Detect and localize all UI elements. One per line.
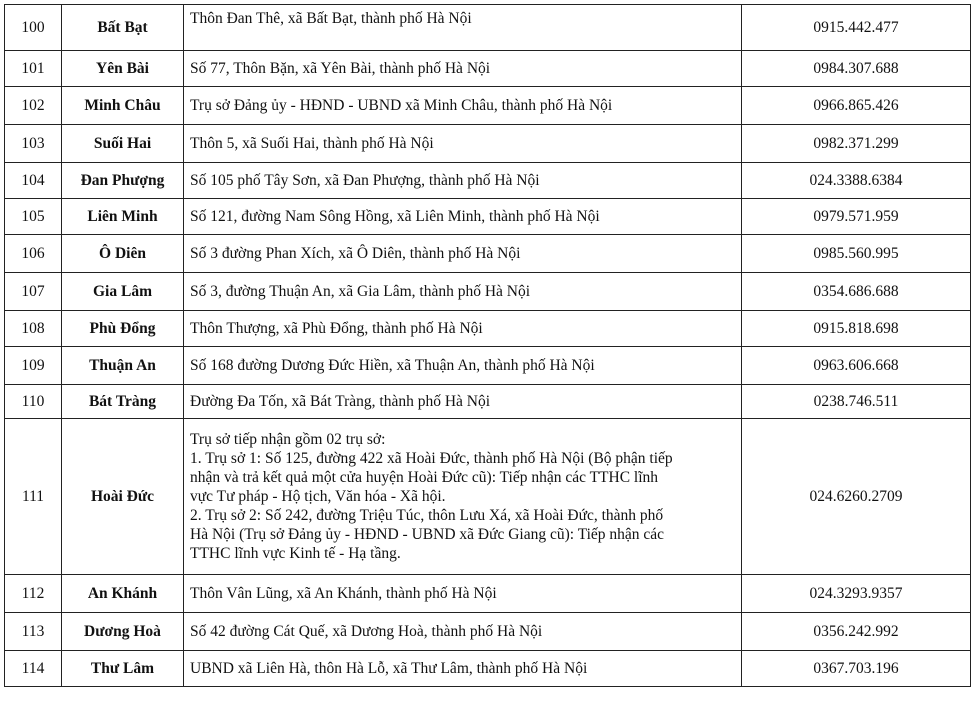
commune-name: Bát Tràng [62,385,184,419]
table-row [5,273,971,311]
address-line: Số 121, đường Nam Sông Hồng, xã Liên Minh, thành phố Hà Nội [190,208,600,225]
commune-address [184,125,742,163]
commune-name: An Khánh [62,575,184,613]
commune-address [184,5,742,51]
phone-number: 024.6260.2709 [742,419,971,575]
address-line: Thôn Vân Lũng, xã An Khánh, thành phố Hà Nội [190,585,497,602]
row-number: 113 [5,613,62,651]
table-row [5,51,971,87]
table-row [5,87,971,125]
row-number: 103 [5,125,62,163]
row-number: 101 [5,51,62,87]
commune-name: Đan Phượng [62,163,184,199]
commune-address [184,273,742,311]
row-number: 104 [5,163,62,199]
address-line: Thôn 5, xã Suối Hai, thành phố Hà Nội [190,135,434,152]
address-line: Số 42 đường Cát Quế, xã Dương Hoà, thành phố Hà Nội [190,623,543,640]
row-number: 100 [5,5,62,51]
commune-address [184,347,742,385]
phone-number: 0354.686.688 [742,273,971,311]
commune-name: Gia Lâm [62,273,184,311]
table-row [5,235,971,273]
phone-number: 0963.606.668 [742,347,971,385]
commune-name: Bất Bạt [62,5,184,51]
table-row [5,163,971,199]
phone-number: 0367.703.196 [742,651,971,687]
address-line: Hà Nội (Trụ sở Đảng ủy - HĐND - UBND xã Đức Giang cũ): Tiếp nhận các [190,526,665,543]
address-line: Số 77, Thôn Bặn, xã Yên Bài, thành phố Hà Nội [190,60,491,77]
phone-number: 0238.746.511 [742,385,971,419]
phone-number: 0966.865.426 [742,87,971,125]
commune-name: Minh Châu [62,87,184,125]
commune-name: Hoài Đức [62,419,184,575]
address-line: nhận và trả kết quả một cửa huyện Hoài Đức cũ): Tiếp nhận các TTHC lĩnh [190,469,659,486]
commune-address [184,235,742,273]
table-row [5,125,971,163]
commune-address [184,419,742,575]
commune-address [184,651,742,687]
address-line: Đường Đa Tốn, xã Bát Tràng, thành phố Hà Nội [190,393,491,410]
commune-address [184,613,742,651]
table-row [5,199,971,235]
commune-name: Thư Lâm [62,651,184,687]
table-row [5,613,971,651]
commune-name: Thuận An [62,347,184,385]
address-line: vực Tư pháp - Hộ tịch, Văn hóa - Xã hội. [190,488,446,505]
row-number: 114 [5,651,62,687]
address-line: 2. Trụ sở 2: Số 242, đường Triệu Túc, thôn Lưu Xá, xã Hoài Đức, thành phố [190,507,664,524]
commune-address [184,575,742,613]
address-line: Thôn Thượng, xã Phù Đổng, thành phố Hà Nội [190,320,483,337]
row-number: 108 [5,311,62,347]
address-line: UBND xã Liên Hà, thôn Hà Lỗ, xã Thư Lâm, thành phố Hà Nội [190,660,588,677]
commune-address [184,311,742,347]
phone-number: 024.3293.9357 [742,575,971,613]
phone-number: 0915.442.477 [742,5,971,51]
commune-name: Ô Diên [62,235,184,273]
address-line: Số 3, đường Thuận An, xã Gia Lâm, thành phố Hà Nội [190,283,531,300]
row-number: 109 [5,347,62,385]
commune-address [184,51,742,87]
row-number: 107 [5,273,62,311]
phone-number: 0985.560.995 [742,235,971,273]
table-row [5,347,971,385]
commune-name: Yên Bài [62,51,184,87]
table-row [5,575,971,613]
commune-address [184,163,742,199]
commune-address [184,87,742,125]
phone-number: 0982.371.299 [742,125,971,163]
commune-name: Dương Hoà [62,613,184,651]
commune-address [184,199,742,235]
commune-name: Liên Minh [62,199,184,235]
address-line: Trụ sở tiếp nhận gồm 02 trụ sở: [190,431,386,448]
phone-number: 0915.818.698 [742,311,971,347]
table-row [5,5,971,51]
table-row [5,651,971,687]
address-line: 1. Trụ sở 1: Số 125, đường 422 xã Hoài Đức, thành phố Hà Nội (Bộ phận tiếp [190,450,673,467]
phone-number: 0984.307.688 [742,51,971,87]
table-row [5,385,971,419]
address-line: Thôn Đan Thê, xã Bất Bạt, thành phố Hà Nội [190,10,472,27]
address-line: Số 3 đường Phan Xích, xã Ô Diên, thành phố Hà Nội [190,245,521,262]
phone-number: 0979.571.959 [742,199,971,235]
address-line: Trụ sở Đảng ủy - HĐND - UBND xã Minh Châu, thành phố Hà Nội [190,97,613,114]
address-line: TTHC lĩnh vực Kinh tế - Hạ tầng. [190,545,401,562]
row-number: 106 [5,235,62,273]
row-number: 105 [5,199,62,235]
phone-number: 024.3388.6384 [742,163,971,199]
address-line: Số 105 phố Tây Sơn, xã Đan Phượng, thành phố Hà Nội [190,172,540,189]
address-line: Số 168 đường Dương Đức Hiền, xã Thuận An, thành phố Hà Nội [190,357,595,374]
table-row [5,311,971,347]
table-row [5,419,971,575]
row-number: 111 [5,419,62,575]
table-body [5,5,971,687]
row-number: 110 [5,385,62,419]
commune-table [4,4,971,687]
phone-number: 0356.242.992 [742,613,971,651]
row-number: 102 [5,87,62,125]
commune-name: Suối Hai [62,125,184,163]
row-number: 112 [5,575,62,613]
commune-address [184,385,742,419]
commune-name: Phù Đổng [62,311,184,347]
